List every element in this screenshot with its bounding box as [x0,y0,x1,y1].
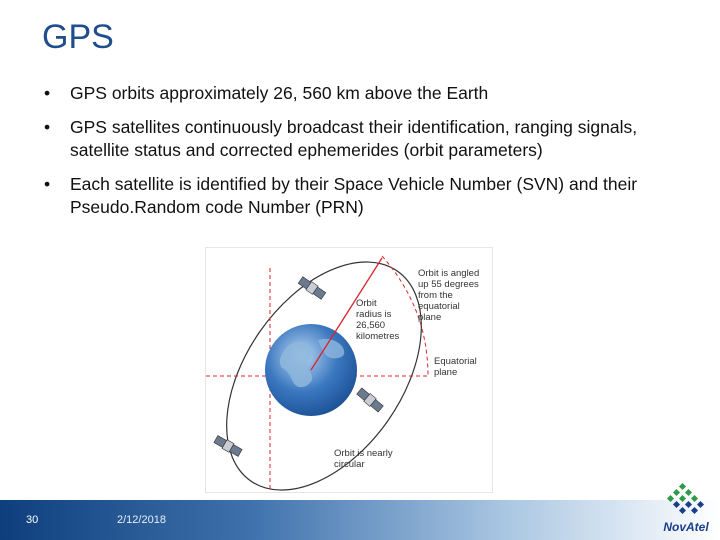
page-number: 30 [26,514,39,526]
bullet-item [44,82,684,105]
gps-orbit-diagram [206,248,492,492]
orbit-circular-label: Orbit is nearly circular [334,448,393,470]
bullet-item [44,116,684,162]
logo-mark-icon [658,482,714,520]
slide-date: 2/12/2018 [117,514,166,526]
novatel-logo [658,482,714,536]
bullet-glyph: • [44,117,51,137]
footer-bar [0,500,720,540]
inclination-label: Orbit is angled up 55 degrees from the equatorial plane [418,268,480,323]
bullet-item [44,173,684,219]
bullet-glyph: • [44,83,51,103]
bullet-text: GPS orbits approximately 26, 560 km above the Earth [70,83,489,103]
orbit-radius-label: Orbit radius is 26,560 kilometres [356,298,400,342]
logo-text: NovAtel [663,520,709,534]
bullet-text: Each satellite is identified by their Space Vehicle Number (SVN) and their Pseudo.Random code Number (PRN) [70,174,638,217]
slide-title: GPS [42,18,114,56]
satellite-icon [356,387,384,413]
equatorial-plane-label: Equatorial plane [434,356,477,378]
bullet-glyph: • [44,174,51,194]
bullet-text: GPS satellites continuously broadcast their identification, ranging signals, satellite status and corrected ephemerides (orbit parameters) [70,117,638,160]
bullet-list [44,82,684,230]
